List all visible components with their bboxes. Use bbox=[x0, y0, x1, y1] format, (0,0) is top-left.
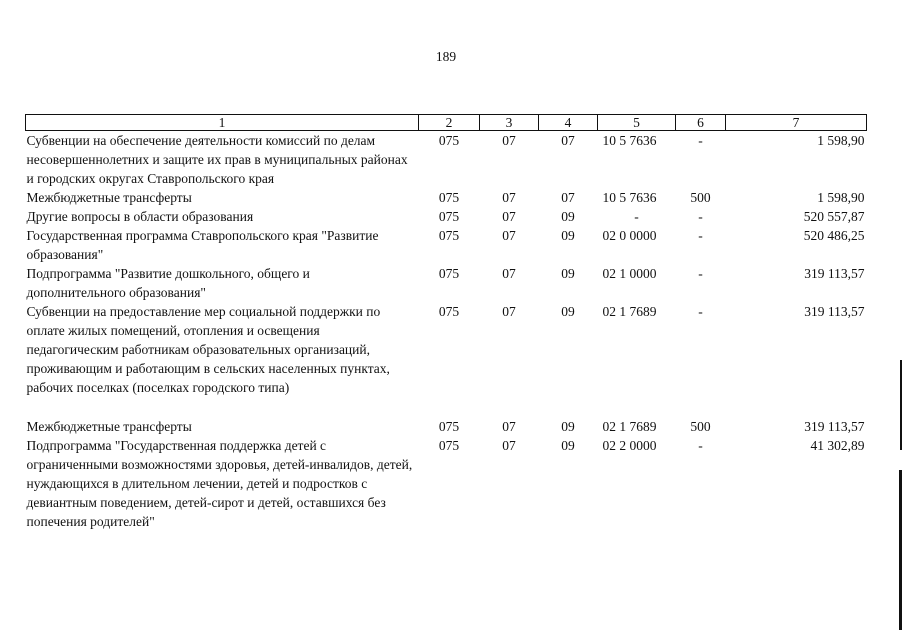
department-code: 075 bbox=[438, 419, 460, 434]
department-code: 075 bbox=[438, 209, 460, 224]
section-code: 07 bbox=[502, 304, 516, 319]
subsection-code: 09 bbox=[561, 209, 575, 224]
table-row bbox=[26, 207, 867, 226]
subsection-code: 09 bbox=[561, 419, 575, 434]
section-code: 07 bbox=[502, 228, 516, 243]
amount: 520 486,25 bbox=[803, 228, 865, 243]
row-description: Межбюджетные трансферты bbox=[26, 419, 192, 434]
row-description: Подпрограмма "Развитие дошкольного, общего и дополнительного образования" bbox=[26, 266, 310, 300]
subsection-code: 09 bbox=[561, 304, 575, 319]
column-header: 6 bbox=[676, 115, 726, 131]
row-description: Государственная программа Ставропольского края "Развитие образования" bbox=[26, 228, 379, 262]
target-article-code: 02 2 0000 bbox=[602, 438, 657, 453]
subsection-code: 09 bbox=[561, 228, 575, 243]
section-code: 07 bbox=[502, 133, 516, 148]
subsection-code: 07 bbox=[561, 190, 575, 205]
expense-type-code: - bbox=[698, 133, 703, 148]
target-article-code: 10 5 7636 bbox=[602, 190, 657, 205]
amount: 319 113,57 bbox=[804, 419, 865, 434]
section-code: 07 bbox=[502, 438, 516, 453]
amount: 319 113,57 bbox=[804, 304, 865, 319]
row-description: Другие вопросы в области образования bbox=[26, 209, 254, 224]
row-description: Субвенции на обеспечение деятельности комиссий по делам несовершеннолетних и защите их прав в муниципальных районах и городских округах Ставропольского края bbox=[26, 133, 408, 186]
table-row bbox=[26, 417, 867, 436]
column-header: 4 bbox=[539, 115, 598, 131]
amount: 1 598,90 bbox=[817, 133, 865, 148]
row-description: Межбюджетные трансферты bbox=[26, 190, 192, 205]
column-header: 2 bbox=[419, 115, 480, 131]
page-number: 189 bbox=[435, 49, 457, 64]
amount: 41 302,89 bbox=[810, 438, 865, 453]
row-description: Подпрограмма "Государственная поддержка детей с ограниченными возможностями здоровья, детей-инвалидов, детей, нуждающихся в длительном лечении, детей и подростков с девиантным поведением, детей-сирот и детей, оставшихся без попечения родителей" bbox=[26, 438, 413, 529]
amount: 319 113,57 bbox=[804, 266, 865, 281]
column-header: 1 bbox=[26, 115, 419, 131]
expense-type-code: 500 bbox=[690, 419, 711, 434]
header-row bbox=[26, 115, 867, 131]
target-article-code: 02 0 0000 bbox=[602, 228, 657, 243]
amount: 1 598,90 bbox=[817, 190, 865, 205]
section-code: 07 bbox=[502, 419, 516, 434]
table-row bbox=[26, 131, 867, 189]
column-header: 3 bbox=[480, 115, 539, 131]
table-row bbox=[26, 264, 867, 302]
target-article-code: 02 1 7689 bbox=[602, 419, 657, 434]
column-header: 5 bbox=[598, 115, 676, 131]
department-code: 075 bbox=[438, 133, 460, 148]
department-code: 075 bbox=[438, 304, 460, 319]
table-row bbox=[26, 302, 867, 397]
department-code: 075 bbox=[438, 228, 460, 243]
section-code: 07 bbox=[502, 266, 516, 281]
department-code: 075 bbox=[438, 190, 460, 205]
column-header: 7 bbox=[726, 115, 867, 131]
subsection-code: 09 bbox=[561, 266, 575, 281]
target-article-code: 10 5 7636 bbox=[602, 133, 657, 148]
expense-type-code: - bbox=[698, 209, 703, 224]
target-article-code: 02 1 0000 bbox=[602, 266, 657, 281]
scan-edge-line bbox=[900, 360, 902, 450]
amount: 520 557,87 bbox=[803, 209, 865, 224]
expense-type-code: - bbox=[698, 266, 703, 281]
section-code: 07 bbox=[502, 209, 516, 224]
subsection-code: 07 bbox=[561, 133, 575, 148]
expense-type-code: 500 bbox=[690, 190, 711, 205]
expense-type-code: - bbox=[698, 228, 703, 243]
budget-table bbox=[25, 114, 867, 531]
row-spacer bbox=[26, 397, 867, 417]
table-row bbox=[26, 226, 867, 264]
table-row bbox=[26, 188, 867, 207]
target-article-code: - bbox=[634, 209, 639, 224]
expense-type-code: - bbox=[698, 438, 703, 453]
scan-edge-line bbox=[899, 470, 902, 630]
department-code: 075 bbox=[438, 438, 460, 453]
department-code: 075 bbox=[438, 266, 460, 281]
row-description: Субвенции на предоставление мер социальной поддержки по оплате жилых помещений, отопления и освещения педагогическим работникам образовательных организаций, проживающим и работающим в сельских населенных пунктах, рабочих поселках (поселках городского типа) bbox=[26, 304, 390, 395]
table-row bbox=[26, 436, 867, 531]
subsection-code: 09 bbox=[561, 438, 575, 453]
expense-type-code: - bbox=[698, 304, 703, 319]
target-article-code: 02 1 7689 bbox=[602, 304, 657, 319]
section-code: 07 bbox=[502, 190, 516, 205]
